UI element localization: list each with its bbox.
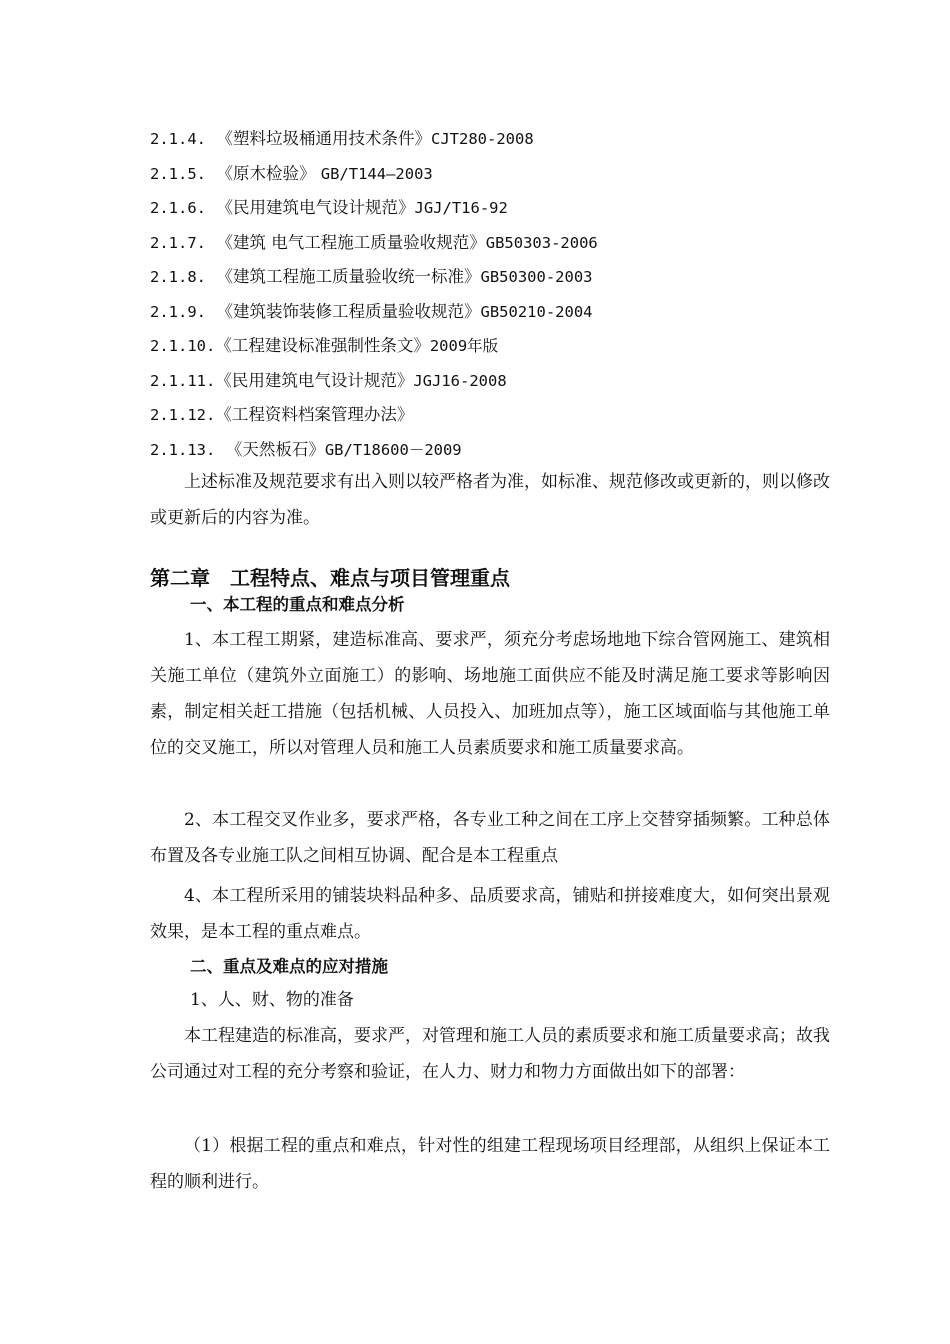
standard-number: 2.1.5. xyxy=(150,164,206,183)
standard-title: 《建筑装饰装修工程质量验收规范》 xyxy=(216,301,481,321)
standard-item xyxy=(150,366,830,401)
standard-code: CJT280-2008 xyxy=(431,130,534,148)
standard-number: 2.1.9. xyxy=(150,302,206,321)
standards-list xyxy=(150,124,830,469)
standard-title: 《塑料垃圾桶通用技术条件》 xyxy=(216,129,431,148)
standard-code: GB/T18600－2009 xyxy=(324,440,462,459)
standard-code: GB50210-2004 xyxy=(480,302,593,321)
standard-number: 2.1.7. xyxy=(150,233,206,252)
standard-item xyxy=(150,159,830,194)
standard-title: 《工程建设标准强制性条文》 xyxy=(215,336,430,355)
standard-item xyxy=(150,124,830,159)
standard-title: 《建筑 电气工程施工质量验收规范》 xyxy=(216,232,486,252)
standard-number: 2.1.12. xyxy=(150,406,216,424)
standard-code: GB50303-2006 xyxy=(485,233,598,252)
standard-number: 2.1.13. xyxy=(150,440,216,459)
standard-number: 2.1.11. xyxy=(150,371,216,390)
standards-note-paragraph: 上述标准及规范要求有出入则以较严格者为准，如标准、规范修改或更新的，则以修改或更新后的内容为准。 xyxy=(150,472,830,528)
standard-item xyxy=(150,297,830,332)
paragraph-preparation: 本工程建造的标准高，要求严，对管理和施工人员的素质要求和施工质量要求高；故我公司通过对工程的充分考察和验证，在人力、财力和物力方面做出如下的部署： xyxy=(150,1026,830,1082)
standard-title: 《工程资料档案管理办法》 xyxy=(215,405,414,424)
standard-title: 《建筑工程施工质量验收统一标准》 xyxy=(216,267,481,286)
paragraph-difficulty-4: 4、本工程所采用的铺装块料品种多、品质要求高，铺贴和拼接难度大，如何突出景观效果，是本工程的重点难点。 xyxy=(150,886,830,942)
standard-number: 2.1.4. xyxy=(150,130,206,148)
standard-item xyxy=(150,228,830,263)
standard-title: 《民用建筑电气设计规范》 xyxy=(216,198,415,217)
standard-code: JGJ16-2008 xyxy=(413,371,507,390)
standard-code: GB50300-2003 xyxy=(480,268,593,286)
section-title-countermeasures: 二、重点及难点的应对措施 xyxy=(190,957,388,976)
section-title-key-difficulties: 一、本工程的重点和难点分析 xyxy=(190,595,405,614)
paragraph-difficulty-2: 2、本工程交叉作业多，要求严格，各专业工种之间在工序上交替穿插频繁。工种总体布置及各专业施工队之间相互协调、配合是本工程重点 xyxy=(150,810,830,866)
paragraph-difficulty-1: 1、本工程工期紧，建造标准高、要求严，须充分考虑场地地下综合管网施工、建筑相关施工单位（建筑外立面施工）的影响、场地施工面供应不能及时满足施工要求等影响因素，制定相关赶工措施（包括机械、人员投入、加班加点等），施工区域面临与其他施工单位的交叉施工，所以对管理人员和施工人员素质要求和施工质量要求高。 xyxy=(150,630,830,758)
standard-item xyxy=(150,400,830,435)
standard-code: JGJ/T16-92 xyxy=(414,199,508,217)
subsection-title-preparation: 1、人、财、物的准备 xyxy=(190,990,354,1010)
standard-number: 2.1.8. xyxy=(150,268,206,286)
standard-number: 2.1.10. xyxy=(150,337,216,355)
standard-title: 《原木检验》 xyxy=(216,163,321,183)
standard-title: 《民用建筑电气设计规范》 xyxy=(215,370,414,390)
standard-code: GB/T144—2003 xyxy=(320,164,433,183)
standard-item xyxy=(150,193,830,228)
standard-item xyxy=(150,262,830,297)
standard-title: 《天然板石》 xyxy=(225,439,325,459)
paragraph-measure-1: （1）根据工程的重点和难点，针对性的组建工程现场项目经理部，从组织上保证本工程的顺利进行。 xyxy=(150,1136,830,1192)
standard-item xyxy=(150,331,830,366)
chapter-title: 第二章 工程特点、难点与项目管理重点 xyxy=(150,566,510,590)
standard-number: 2.1.6. xyxy=(150,199,206,217)
standard-code: 2009年版 xyxy=(429,337,499,355)
